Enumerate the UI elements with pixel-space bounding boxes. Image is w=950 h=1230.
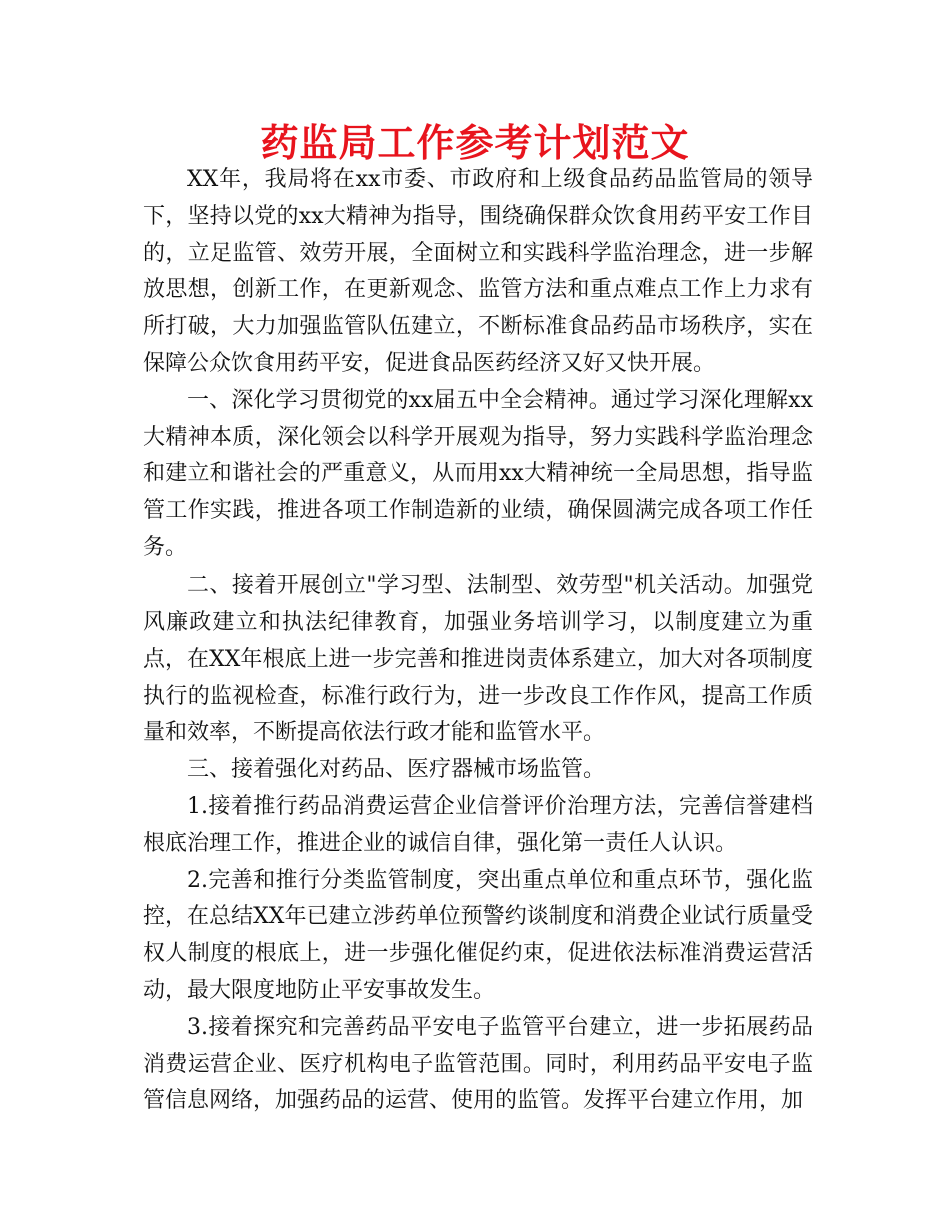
paragraph-item-2: 2.完善和推行分类监管制度，突出重点单位和重点环节，强化监控，在总结XX年已建立涉药单位预警约谈制度和消费企业试行质量受权人制度的根底上，进一步强化催促约束，促进依法标准消费运营活动，最大限度地防止平安事故发生。 — [143, 867, 813, 1004]
paragraph-intro: XX年，我局将在xx市委、市政府和上级食品药品监管局的领导下，坚持以党的xx大精神为指导，围绕确保群众饮食用药平安工作目的，立足监管、效劳开展，全面树立和实践科学监治理念，进一步解放思想，创新工作，在更新观念、监管方法和重点难点工作上力求有所打破，大力加强监管队伍建立，不断标准食品药品市场秩序，实在保障公众饮食用药平安，促进食品医药经济又好又快开展。 — [143, 167, 813, 376]
document-title: 药监局工作参考计划范文 — [260, 121, 690, 165]
paragraph-section-3: 三、接着强化对药品、医疗器械市场监管。 — [187, 757, 606, 783]
document-body — [143, 162, 813, 1120]
paragraph-section-1: 一、深化学习贯彻党的xx届五中全会精神。通过学习深化理解xx大精神本质，深化领会以科学开展观为指导，努力实践科学监治理念和建立和谐社会的严重意义，从而用xx大精神统一全局思想，指导监管工作实践，推进各项工作制造新的业绩，确保圆满完成各项工作任务。 — [143, 387, 813, 560]
paragraph-item-3: 3.接着探究和完善药品平安电子监管平台建立，进一步拓展药品消费运营企业、医疗机构电子监管范围。同时，利用药品平安电子监管信息网络，加强药品的运营、使用的监管。发挥平台建立作用，加 — [143, 1014, 813, 1114]
paragraph-item-1: 1.接着推行药品消费运营企业信誉评价治理方法，完善信誉建档根底治理工作，推进企业的诚信自律，强化第一责任人认识。 — [143, 794, 813, 856]
paragraph-section-2: 二、接着开展创立"学习型、法制型、效劳型"机关活动。加强党风廉政建立和执法纪律教育，加强业务培训学习，以制度建立为重点，在XX年根底上进一步完善和推进岗责体系建立，加大对各项制度执行的监视检查，标准行政行为，进一步改良工作作风，提高工作质量和效率，不断提高依法行政才能和监管水平。 — [143, 573, 813, 746]
